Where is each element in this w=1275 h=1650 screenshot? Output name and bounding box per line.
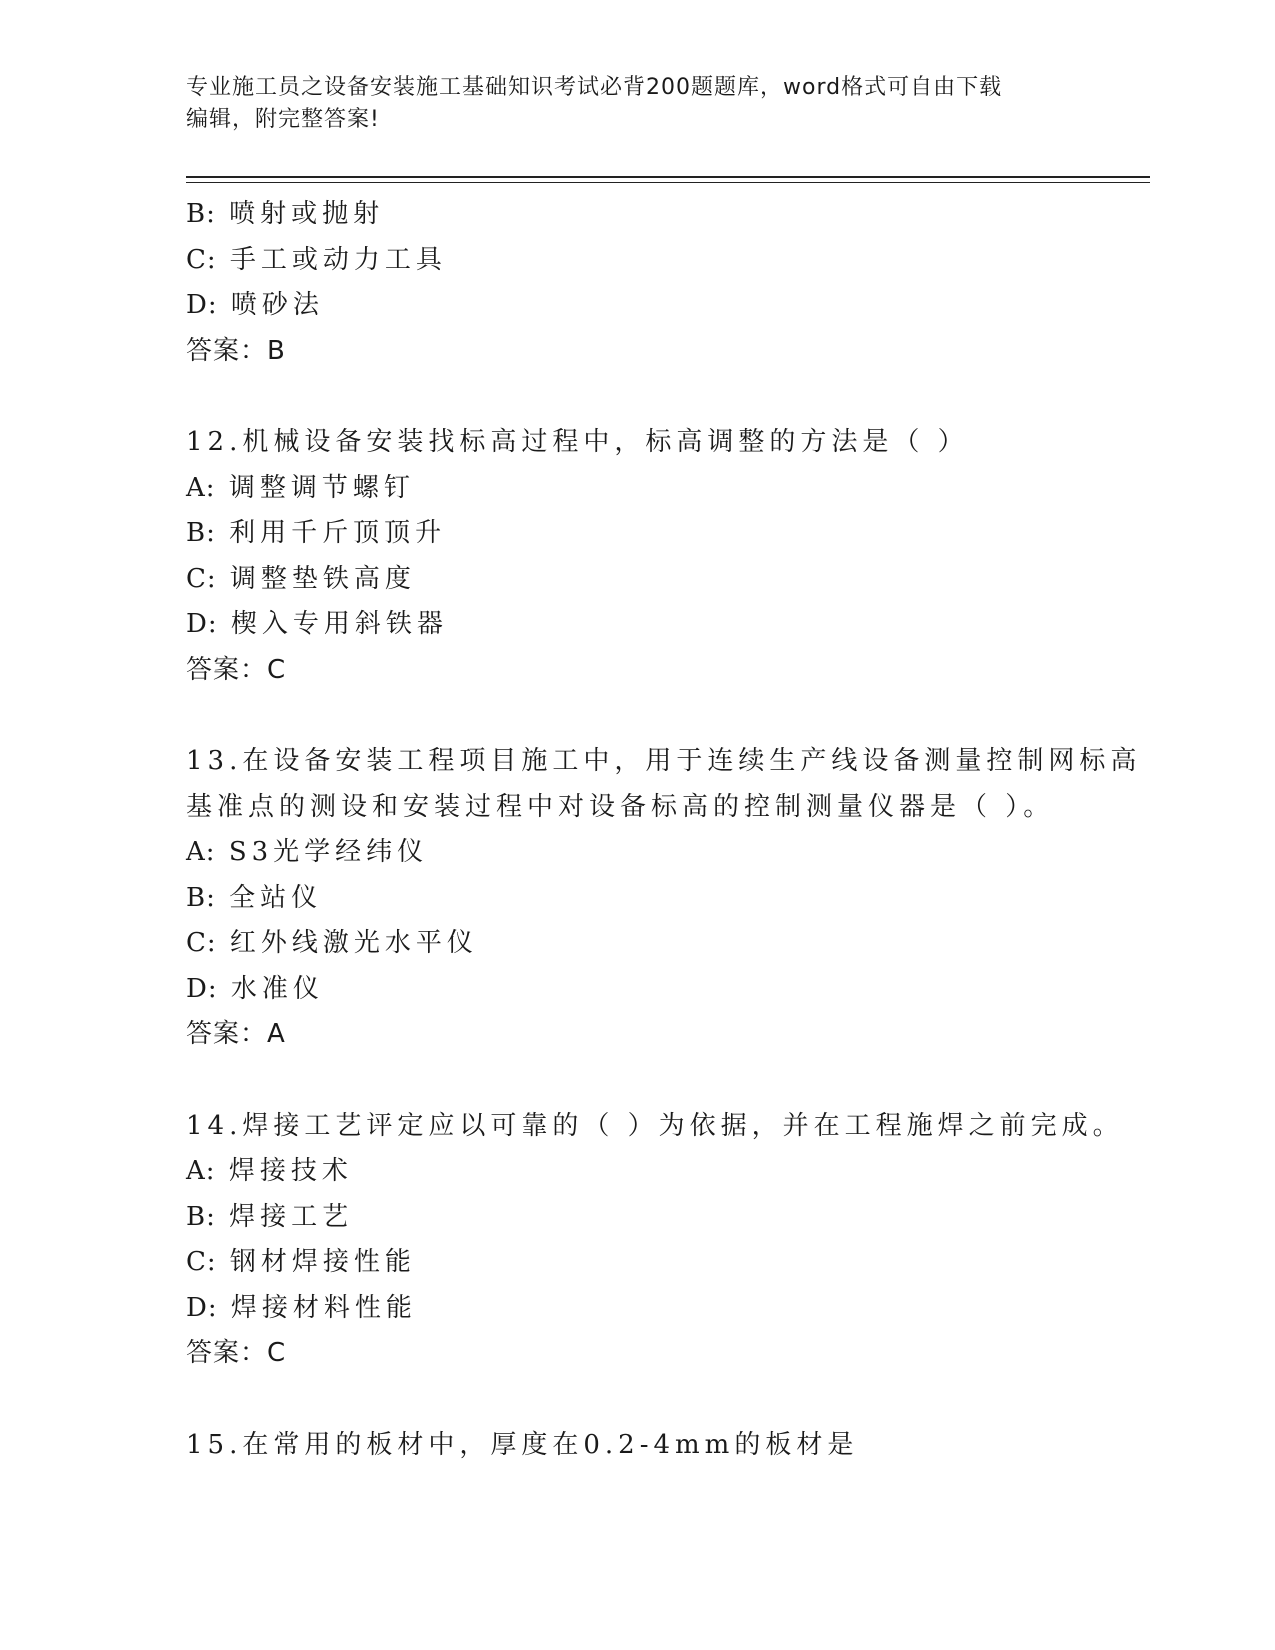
option-d: D: 喷砂法 [186,290,324,320]
option-a: A: 调整调节螺钉 [186,472,415,503]
option-a: A: 焊接技术 [186,1156,353,1186]
question-text-line-2: 基准点的测设和安装过程中对设备标高的控制测量仪器是（ ）。 [186,791,1055,822]
question-text: 15.在常用的板材中，厚度在0.2-4mm的板材是 [186,1429,859,1460]
question-14 [186,1104,1146,1377]
option-d: D: 水准仪 [186,973,324,1004]
option-a: A: S3光学经纬仪 [186,837,429,867]
option-b: B: 焊接工艺 [186,1201,354,1232]
question-text: 14.焊接工艺评定应以可靠的（ ）为依据，并在工程施焊之前完成。 [186,1110,1124,1141]
header-line-2: 编辑，附完整答案! [186,107,380,132]
question-12 [186,420,1146,693]
option-c: C: 手工或动力工具 [186,244,447,275]
question-13 [186,739,1146,1058]
answer: 答案：B [186,335,286,366]
document-header [186,72,1086,136]
question-text-line-1: 13.在设备安装工程项目施工中，用于连续生产线设备测量控制网标高 [186,746,1142,776]
answer: 答案：C [186,654,287,685]
option-b: B: 利用千斤顶顶升 [186,518,447,548]
option-b: B: 喷射或抛射 [186,199,385,229]
option-d: D: 楔入专用斜铁器 [186,609,448,639]
option-c: C: 调整垫铁高度 [186,563,416,594]
question-text: 12.机械设备安装找标高过程中，标高调整的方法是（ ） [186,427,969,457]
header-divider-thick [186,176,1150,178]
answer: 答案：C [186,1338,287,1368]
question-list [186,192,1146,1468]
option-d: D: 焊接材料性能 [186,1292,417,1323]
question-15 [186,1423,1146,1469]
option-c: C: 红外线激光水平仪 [186,928,478,958]
answer: 答案：A [186,1019,286,1049]
option-b: B: 全站仪 [186,882,323,913]
header-line-1: 专业施工员之设备安装施工基础知识考试必背200题题库，word格式可自由下载 [186,75,1003,100]
option-c: C: 钢材焊接性能 [186,1247,416,1277]
header-divider-thin [186,182,1150,183]
partial-question [186,192,1146,374]
